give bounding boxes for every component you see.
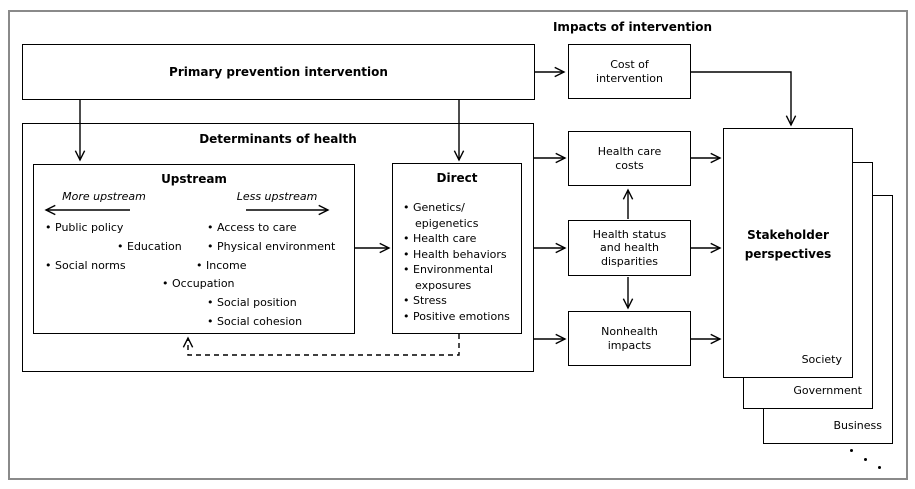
direct-item: • Positive emotions — [403, 309, 518, 325]
cost-of-intervention-box — [568, 44, 691, 99]
direct-item: • Stress — [403, 293, 518, 309]
determinants-of-health-label: Determinants of health — [199, 132, 357, 146]
upstream-item: • Social norms — [45, 259, 126, 272]
upstream-item: • Income — [196, 259, 246, 272]
upstream-item: • Education — [117, 240, 182, 253]
direct-box — [392, 163, 522, 334]
direct-item: • Environmental exposures — [403, 262, 518, 293]
primary-prevention-label: Primary prevention intervention — [169, 65, 388, 79]
upstream-item: • Social cohesion — [207, 315, 302, 328]
more-upstream-label: More upstream — [62, 190, 146, 203]
business-label: Business — [833, 419, 882, 432]
upstream-title: Upstream — [161, 172, 227, 186]
nonhealth-impacts-box — [568, 311, 691, 366]
cost-of-intervention-label: Cost of intervention — [596, 58, 663, 85]
ellipsis-dot — [850, 449, 853, 452]
health-care-costs-box — [568, 131, 691, 186]
health-status-box — [568, 220, 691, 276]
nonhealth-impacts-label: Nonhealth impacts — [601, 325, 658, 352]
direct-item: • Health care — [403, 231, 518, 247]
society-label: Society — [801, 353, 842, 366]
upstream-item: • Access to care — [207, 221, 297, 234]
primary-prevention-box — [22, 44, 535, 100]
ellipsis-dot — [878, 466, 881, 469]
less-upstream-label: Less upstream — [236, 190, 318, 203]
upstream-item: • Public policy — [45, 221, 123, 234]
government-label: Government — [793, 384, 862, 397]
upstream-item: • Social position — [207, 296, 297, 309]
ellipsis-dot — [864, 458, 867, 461]
direct-item-list — [403, 200, 518, 324]
upstream-box — [33, 164, 355, 334]
health-care-costs-label: Health care costs — [597, 145, 662, 172]
direct-item: • Genetics/​epigenetics — [403, 200, 518, 231]
impacts-of-intervention-label: Impacts of intervention — [552, 20, 713, 34]
upstream-item: • Occupation — [162, 277, 235, 290]
direct-item: • Health behaviors — [403, 247, 518, 263]
health-status-label: Health status and health disparities — [592, 227, 667, 268]
stakeholder-perspectives-box — [723, 128, 853, 378]
stakeholder-perspectives-title: Stakeholder perspectives — [744, 228, 832, 261]
direct-title: Direct — [436, 171, 478, 185]
upstream-item: • Physical environment — [207, 240, 335, 253]
